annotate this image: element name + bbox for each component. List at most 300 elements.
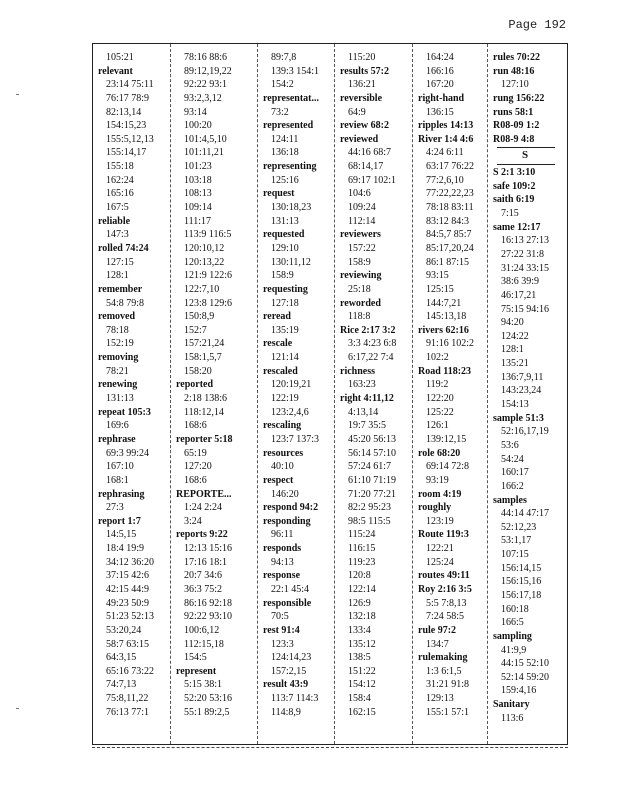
page-reference: 105:21 xyxy=(106,52,134,63)
page-reference: 132:18 xyxy=(348,611,376,623)
index-column-2 xyxy=(170,44,257,744)
page-reference: 163:23 xyxy=(348,379,376,391)
page-reference: 124:22 xyxy=(501,330,529,342)
page-reference: 122:14 xyxy=(348,583,376,595)
index-term: routes 49:11 xyxy=(418,570,470,582)
page-reference: 65:19 xyxy=(184,447,207,459)
page-reference: 125:15 xyxy=(426,283,454,295)
page-number: Page 192 xyxy=(508,18,566,32)
page-reference: 144:7,21 xyxy=(426,297,462,309)
page-reference: 44:16 68:7 xyxy=(348,147,392,159)
index-term: rest 91:4 xyxy=(263,624,300,636)
page-reference: 109:24 xyxy=(348,202,376,214)
index-term: rule 97:2 xyxy=(418,624,457,636)
page-reference: 51:23 52:13 xyxy=(106,611,155,623)
page-reference: 134:7 xyxy=(426,638,449,650)
index-term: role 68:20 xyxy=(418,447,461,459)
page-reference: 160:18 xyxy=(501,603,529,615)
index-term: R08-9 4:8 xyxy=(493,133,535,145)
page-reference: 12:13 15:16 xyxy=(184,543,233,555)
page-reference: 121:9 122:6 xyxy=(184,270,233,282)
index-term: sample 51:3 xyxy=(493,412,544,424)
page-reference: 154:5 xyxy=(184,652,207,664)
page-reference: 154:15,23 xyxy=(106,120,147,132)
page-reference: 126:1 xyxy=(426,420,449,432)
margin-mark xyxy=(16,708,19,709)
page-reference: 20:7 34:6 xyxy=(184,570,223,582)
page-reference: 156:14,15 xyxy=(501,562,542,574)
page-reference: 75:8,11,22 xyxy=(106,693,149,705)
index-term: Rice 2:17 3:2 xyxy=(340,324,396,336)
page-reference: 27:22 31:8 xyxy=(501,248,545,260)
page-reference: 101:23 xyxy=(184,161,212,173)
index-term: reliable xyxy=(98,215,131,227)
page-reference: 101:11,21 xyxy=(184,147,224,159)
page-reference: 154:13 xyxy=(501,399,529,411)
page-reference: 127:15 xyxy=(106,256,134,268)
index-term: rolled 74:24 xyxy=(98,242,149,254)
index-term: reworded xyxy=(340,297,381,309)
page-reference: 104:6 xyxy=(348,188,371,200)
page-reference: 54:8 79:8 xyxy=(106,297,145,309)
page-reference: 23:14 75:11 xyxy=(106,79,154,91)
page-reference: 53:20,24 xyxy=(106,624,142,636)
page-reference: 112:14 xyxy=(348,215,376,227)
page-reference: 127:18 xyxy=(271,297,299,309)
index-term: rivers 62:16 xyxy=(418,324,469,336)
page-reference: 7:15 xyxy=(501,208,519,220)
page-reference: 103:18 xyxy=(184,174,212,186)
index-term: Sanitary xyxy=(493,699,530,711)
page-reference: 125:16 xyxy=(271,174,299,186)
index-term: S 2:1 3:10 xyxy=(493,167,536,179)
page-reference: 73:2 xyxy=(271,106,289,118)
page-reference: 127:20 xyxy=(184,461,212,473)
page-reference: 168:1 xyxy=(106,474,129,486)
page-reference: 4:24 6:11 xyxy=(426,147,464,159)
page-reference: 75:15 94:16 xyxy=(501,303,550,315)
page-reference: 78:18 xyxy=(106,324,129,336)
page-reference: 77:2,6,10 xyxy=(426,174,464,186)
page-reference: 64:9 xyxy=(348,106,366,118)
index-columns xyxy=(93,44,567,744)
page-reference: 130:11,12 xyxy=(271,256,311,268)
page-reference: 167:5 xyxy=(106,202,129,214)
page-reference: 123:2,4,6 xyxy=(271,406,309,418)
page-reference: 136:21 xyxy=(348,79,376,91)
page-reference: 44:14 47:17 xyxy=(501,508,550,520)
page-reference: 42:15 44:9 xyxy=(106,583,150,595)
page-reference: 54:24 xyxy=(501,453,524,465)
index-column-5 xyxy=(412,44,487,744)
page-reference: 89:7,8 xyxy=(271,52,297,63)
index-term: River 1:4 4:6 xyxy=(418,133,474,145)
page-reference: 129:13 xyxy=(426,693,454,705)
page-reference: 31:24 33:15 xyxy=(501,262,550,274)
page-reference: 128:1 xyxy=(106,270,129,282)
page-reference: 100:20 xyxy=(184,120,212,132)
page-reference: 5:5 7:8,13 xyxy=(426,597,467,609)
index-term: reviewed xyxy=(340,133,379,145)
page-reference: 98:5 115:5 xyxy=(348,515,391,527)
page-reference: 70:5 xyxy=(271,611,289,623)
page-reference: 158:9 xyxy=(271,270,294,282)
page-reference: 165:16 xyxy=(106,188,134,200)
page-reference: 120:13,22 xyxy=(184,256,225,268)
index-term: richness xyxy=(340,365,375,377)
page-reference: 19:7 35:5 xyxy=(348,420,387,432)
page-reference: 93:19 xyxy=(426,474,449,486)
page-reference: 56:14 57:10 xyxy=(348,447,397,459)
page-reference: 146:20 xyxy=(271,488,299,500)
index-column-1 xyxy=(93,44,170,744)
page-reference: 89:12,19,22 xyxy=(184,65,232,77)
page-reference: 124:11 xyxy=(271,133,299,145)
page-reference: 113:7 114:3 xyxy=(271,693,319,705)
page-reference: 125:24 xyxy=(426,556,454,568)
page-reference: 111:17 xyxy=(184,215,212,227)
index-term: resources xyxy=(263,447,304,459)
page-reference: 122:20 xyxy=(426,393,454,405)
index-term: responsible xyxy=(263,597,312,609)
page-reference: 86:1 87:15 xyxy=(426,256,470,268)
page-reference: 108:13 xyxy=(184,188,212,200)
page-reference: 162:24 xyxy=(106,174,134,186)
page-reference: 126:9 xyxy=(348,597,371,609)
index-term: rephrase xyxy=(98,433,136,445)
page-reference: 25:18 xyxy=(348,283,371,295)
page-reference: 76:17 78:9 xyxy=(106,92,150,104)
page-reference: 17:16 18:1 xyxy=(184,556,228,568)
page-reference: 167:20 xyxy=(426,79,454,91)
page-reference: 131:13 xyxy=(106,393,134,405)
page-reference: 6:17,22 7:4 xyxy=(348,352,394,364)
index-term: reversible xyxy=(340,92,383,104)
page-reference: 123:3 xyxy=(271,638,294,650)
page-reference: 167:10 xyxy=(106,461,134,473)
page-reference: 109:14 xyxy=(184,202,212,214)
index-term: ripples 14:13 xyxy=(418,120,474,132)
index-term: repeat 105:3 xyxy=(98,406,151,418)
page-reference: 135:21 xyxy=(501,358,529,370)
page-reference: 92:22 93:1 xyxy=(184,79,228,91)
index-term: samples xyxy=(493,494,527,506)
page-reference: 93:14 xyxy=(184,106,207,118)
page-reference: 151:22 xyxy=(348,665,376,677)
index-term: reviewers xyxy=(340,229,381,241)
page-reference: 41:9,9 xyxy=(501,644,527,656)
page-reference: 168:6 xyxy=(184,420,207,432)
page-reference: 139:3 154:1 xyxy=(271,65,320,77)
index-term: reviewing xyxy=(340,270,382,282)
page-reference: 69:14 72:8 xyxy=(426,461,470,473)
page-reference: 52:20 53:16 xyxy=(184,693,233,705)
page-reference: 152:19 xyxy=(106,338,134,350)
page-reference: 129:10 xyxy=(271,242,299,254)
index-term: rescale xyxy=(263,338,293,350)
page-reference: 125:22 xyxy=(426,406,454,418)
page-reference: 164:24 xyxy=(426,52,454,63)
page-reference: 52:14 59:20 xyxy=(501,671,550,683)
index-term: reread xyxy=(263,311,291,323)
index-term: represented xyxy=(263,120,314,132)
page-reference: 147:3 xyxy=(106,229,129,241)
page-reference: 49:23 50:9 xyxy=(106,597,150,609)
index-term: representing xyxy=(263,161,317,173)
page-reference: 44:15 52:10 xyxy=(501,658,550,670)
page-reference: 58:7 63:15 xyxy=(106,638,150,650)
page-reference: 166:5 xyxy=(501,617,524,629)
index-term: result 43:9 xyxy=(263,679,309,691)
index-term: runs 58:1 xyxy=(493,106,534,118)
page-reference: 46:17,21 xyxy=(501,289,537,301)
page-reference: 157:22 xyxy=(348,242,376,254)
page-reference: 156:17,18 xyxy=(501,589,542,601)
page-reference: 122:19 xyxy=(271,393,299,405)
page-reference: 52:16,17,19 xyxy=(501,426,549,438)
page-reference: 86:16 92:18 xyxy=(184,597,233,609)
page-reference: 162:15 xyxy=(348,706,376,718)
index-term: responds xyxy=(263,543,302,555)
page-reference: 5:15 38:1 xyxy=(184,679,223,691)
page-reference: 55:1 89:2,5 xyxy=(184,706,230,718)
index-term: responding xyxy=(263,515,311,527)
page-reference: 131:13 xyxy=(271,215,299,227)
page-reference: 57:24 61:7 xyxy=(348,461,392,473)
page-reference: 82:2 95:23 xyxy=(348,502,392,514)
page-reference: 155:5,12,13 xyxy=(106,133,154,145)
section-divider xyxy=(497,164,555,165)
page-reference: 14:5,15 xyxy=(106,529,137,541)
page-reference: 166:2 xyxy=(501,480,524,492)
page-reference: 18:4 19:9 xyxy=(106,543,145,555)
page-reference: 122:21 xyxy=(426,543,454,555)
page-reference: 96:11 xyxy=(271,529,294,541)
index-term: remember xyxy=(98,283,143,295)
page-reference: 113:9 116:5 xyxy=(184,229,232,241)
index-term: roughly xyxy=(418,502,452,514)
index-term: respond 94:2 xyxy=(263,502,319,514)
page-reference: 83:12 84:3 xyxy=(426,215,470,227)
page-reference: 3:3 4:23 6:8 xyxy=(348,338,397,350)
page-reference: 82:13,14 xyxy=(106,106,142,118)
index-term: right 4:11,12 xyxy=(340,393,394,405)
page-reference: 128:1 xyxy=(501,344,524,356)
page-reference: 7:24 58:5 xyxy=(426,611,465,623)
index-term: same 12:17 xyxy=(493,221,541,233)
page-reference: 45:20 56:13 xyxy=(348,433,397,445)
page-reference: 102:2 xyxy=(426,352,449,364)
page-reference: 120:10,12 xyxy=(184,242,225,254)
page-reference: 85:17,20,24 xyxy=(426,242,474,254)
page-reference: 38:6 39:9 xyxy=(501,276,540,288)
page-reference: 76:13 77:1 xyxy=(106,706,150,718)
page-reference: 37:15 42:6 xyxy=(106,570,150,582)
index-column-6 xyxy=(487,44,567,744)
page-reference: 168:6 xyxy=(184,474,207,486)
page-reference: 63:17 76:22 xyxy=(426,161,475,173)
page-reference: 150:8,9 xyxy=(184,311,215,323)
page-reference: 116:15 xyxy=(348,543,376,555)
index-term: renewing xyxy=(98,379,138,391)
page-reference: 139:12,15 xyxy=(426,433,467,445)
index-term: representat... xyxy=(263,92,320,104)
page-reference: 122:7,10 xyxy=(184,283,220,295)
page-reference: 84:5,7 85:7 xyxy=(426,229,472,241)
page-reference: 115:24 xyxy=(348,529,376,541)
page-reference: 157:21,24 xyxy=(184,338,225,350)
page-reference: 154:2 xyxy=(271,79,294,91)
page-reference: 114:8,9 xyxy=(271,706,301,718)
index-term: reported xyxy=(176,379,214,391)
page-reference: 94:13 xyxy=(271,556,294,568)
page-reference: 4:13,14 xyxy=(348,406,379,418)
page-reference: 158:1,5,7 xyxy=(184,352,222,364)
page-reference: 22:1 45:4 xyxy=(271,583,310,595)
page-reference: 65:16 73:22 xyxy=(106,665,155,677)
page-reference: 133:4 xyxy=(348,624,371,636)
page-reference: 136:15 xyxy=(426,106,454,118)
page-reference: 166:16 xyxy=(426,65,454,77)
page-reference: 78:21 xyxy=(106,365,129,377)
page-reference: 158:20 xyxy=(184,365,212,377)
page-bottom-rule xyxy=(92,747,568,748)
page-reference: 169:6 xyxy=(106,420,129,432)
page-reference: 36:3 75:2 xyxy=(184,583,223,595)
page-reference: 101:4,5,10 xyxy=(184,133,227,145)
index-term: removed xyxy=(98,311,136,323)
index-term: results 57:2 xyxy=(340,65,389,77)
index-column-3 xyxy=(257,44,334,744)
section-divider xyxy=(497,147,555,148)
index-term: Road 118:23 xyxy=(418,365,472,377)
page-reference: 154:12 xyxy=(348,679,376,691)
page-reference: 71:20 77:21 xyxy=(348,488,397,500)
page-reference: 120:8 xyxy=(348,570,371,582)
page-reference: 78:16 88:6 xyxy=(184,52,228,63)
index-term: rules 70:22 xyxy=(493,52,540,63)
page-reference: 100:6,12 xyxy=(184,624,220,636)
index-term: rephrasing xyxy=(98,488,145,500)
page-reference: 136:18 xyxy=(271,147,299,159)
index-term: sampling xyxy=(493,630,532,642)
page-reference: 155:18 xyxy=(106,161,134,173)
page-reference: 69:3 99:24 xyxy=(106,447,150,459)
page-reference: 94:20 xyxy=(501,317,524,329)
page-reference: 115:20 xyxy=(348,52,376,63)
page-reference: 113:6 xyxy=(501,712,524,724)
page-reference: 16:13 27:13 xyxy=(501,235,550,247)
index-term: Roy 2:16 3:5 xyxy=(418,583,472,595)
index-term: removing xyxy=(98,352,139,364)
page-reference: 124:14,23 xyxy=(271,652,312,664)
index-term: run 48:16 xyxy=(493,65,535,77)
page-reference: 53:1,17 xyxy=(501,535,532,547)
page-reference: 34:12 36:20 xyxy=(106,556,155,568)
page-reference: 68:14,17 xyxy=(348,161,384,173)
page-reference: 138:5 xyxy=(348,652,371,664)
page-reference: 152:7 xyxy=(184,324,207,336)
page-reference: 135:12 xyxy=(348,638,376,650)
margin-mark xyxy=(16,94,19,95)
index-term: reporter 5:18 xyxy=(176,433,233,445)
page-reference: 53:6 xyxy=(501,439,519,451)
index-frame xyxy=(92,43,568,745)
page-reference: 155:1 57:1 xyxy=(426,706,470,718)
page-reference: 69:17 102:1 xyxy=(348,174,397,186)
index-term: reports 9:22 xyxy=(176,529,228,541)
page-reference: 64:3,15 xyxy=(106,652,137,664)
page-reference: 135:19 xyxy=(271,324,299,336)
page-reference: 156:15,16 xyxy=(501,576,542,588)
index-term: review 68:2 xyxy=(340,120,389,132)
index-term: response xyxy=(263,570,301,582)
index-term: relevant xyxy=(98,65,133,77)
page-reference: 1:24 2:24 xyxy=(184,502,223,514)
page-reference: 118:8 xyxy=(348,311,371,323)
page-reference: 121:14 xyxy=(271,352,299,364)
index-term: requesting xyxy=(263,283,308,295)
index-term: REPORTE... xyxy=(176,488,232,500)
index-term: rulemaking xyxy=(418,652,468,664)
index-term: report 1:7 xyxy=(98,515,141,527)
page-reference: 159:4,16 xyxy=(501,685,537,697)
page-reference: 119:23 xyxy=(348,556,376,568)
page-reference: 127:10 xyxy=(501,79,529,91)
index-term: rescaling xyxy=(263,420,302,432)
index-term: room 4:19 xyxy=(418,488,462,500)
page-reference: 130:18,23 xyxy=(271,202,312,214)
page-reference: 123:8 129:6 xyxy=(184,297,233,309)
page-reference: 136:7,9,11 xyxy=(501,371,544,383)
page-reference: 158:4 xyxy=(348,693,371,705)
page-reference: 3:24 xyxy=(184,515,202,527)
section-letter: S xyxy=(521,149,529,162)
index-column-4 xyxy=(334,44,412,744)
index-term: right-hand xyxy=(418,92,465,104)
page-reference: 40:10 xyxy=(271,461,294,473)
page-reference: 1:3 6:1,5 xyxy=(426,665,462,677)
page-reference: 93:15 xyxy=(426,270,449,282)
page-reference: 118:12,14 xyxy=(184,406,224,418)
index-term: request xyxy=(263,188,295,200)
page-reference: 112:15,18 xyxy=(184,638,224,650)
page-reference: 27:3 xyxy=(106,502,124,514)
index-term: rescaled xyxy=(263,365,298,377)
page-reference: 61:10 71:19 xyxy=(348,474,397,486)
page-reference: 120:19,21 xyxy=(271,379,312,391)
page-reference: 92:22 93:10 xyxy=(184,611,233,623)
page-reference: 123:19 xyxy=(426,515,454,527)
page-reference: 145:13,18 xyxy=(426,311,467,323)
index-term: saith 6:19 xyxy=(493,194,535,206)
index-term: rung 156:22 xyxy=(493,92,545,104)
page-reference: 157:2,15 xyxy=(271,665,307,677)
index-term: requested xyxy=(263,229,305,241)
page-reference: 158:9 xyxy=(348,256,371,268)
index-term: respect xyxy=(263,474,294,486)
page-reference: 143:23,24 xyxy=(501,385,542,397)
page-reference: 123:7 137:3 xyxy=(271,433,320,445)
page-reference: 160:17 xyxy=(501,467,529,479)
index-term: represent xyxy=(176,665,217,677)
index-term: Route 119:3 xyxy=(418,529,469,541)
page-reference: 119:2 xyxy=(426,379,449,391)
page-reference: 93:2,3,12 xyxy=(184,92,222,104)
page-reference: 91:16 102:2 xyxy=(426,338,475,350)
page-reference: 31:21 91:8 xyxy=(426,679,470,691)
page-reference: 107:15 xyxy=(501,549,529,561)
